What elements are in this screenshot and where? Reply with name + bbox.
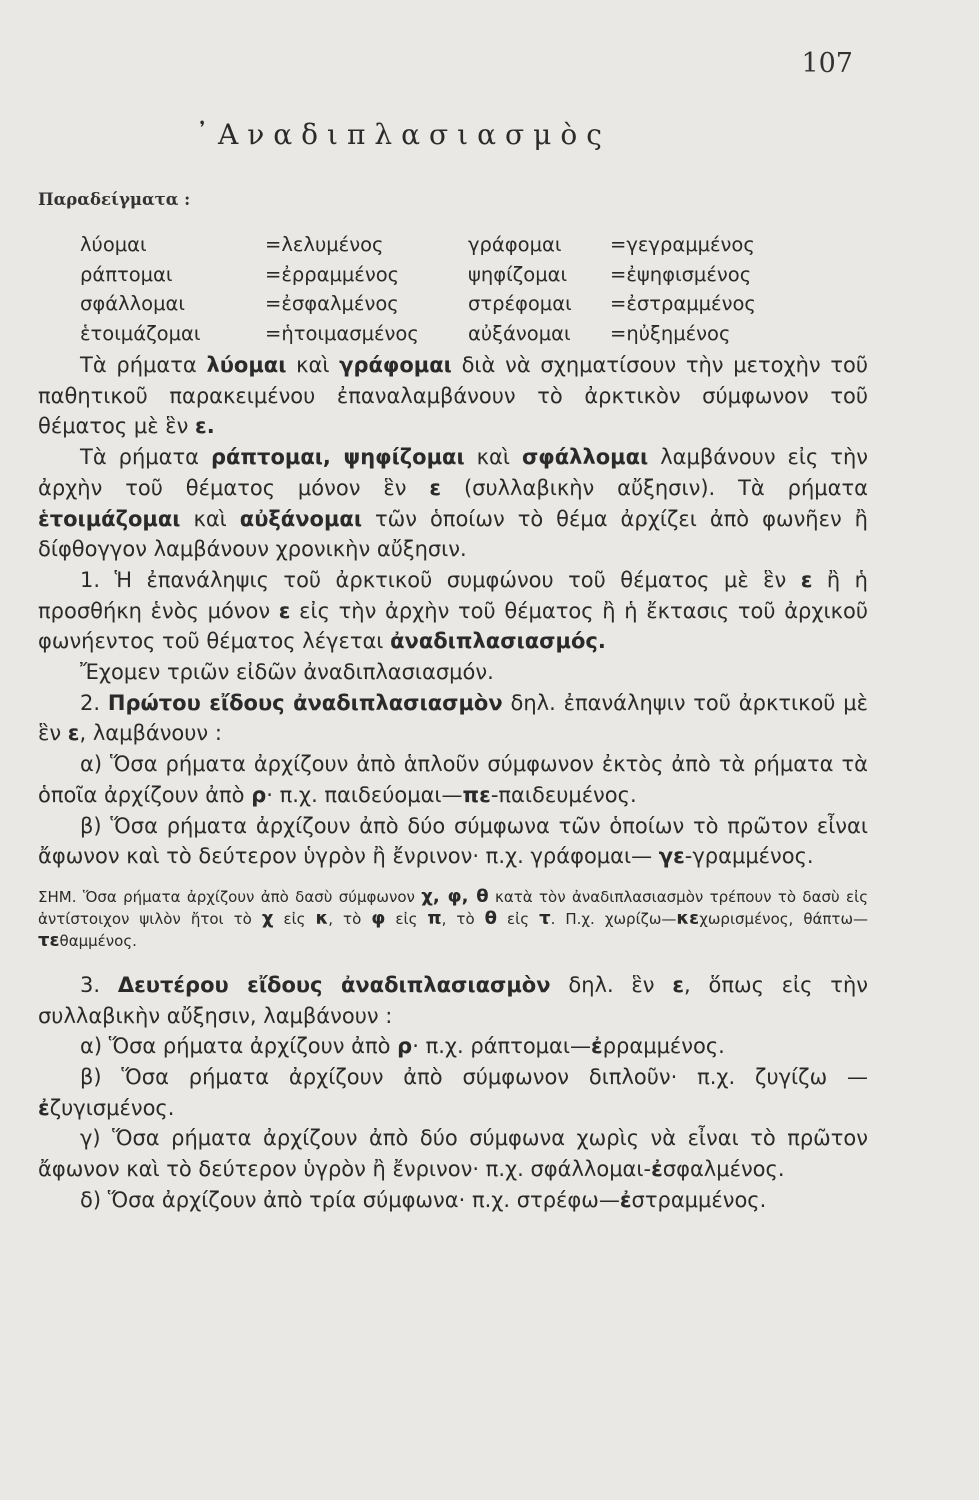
example-base: αὐξάνομαι (468, 321, 571, 345)
examples-label: Παραδείγματα : (38, 190, 191, 209)
paragraph: α) Ὅσα ρήματα ἀρχίζουν ἀπὸ ρ· π.χ. ράπτομαι—ἐρραμμένος. (80, 1034, 725, 1059)
paragraph: Ἔχομεν τριῶν εἰδῶν ἀναδιπλασιασμόν. (80, 660, 494, 685)
example-perfect: =ἐστραμμένος (610, 292, 756, 315)
example-base: σφάλλομαι (80, 292, 185, 315)
example-base: γράφομαι (468, 233, 562, 256)
paragraph: Τὰ ρήματα ράπτομαι, ψηφίζομαι καὶ σφάλλομαι λαμβάνουν εἰς τὴν ἀρχὴν τοῦ θέματος μόνον ἓν ε (συλλαβικὴν αὔξησιν). Τὰ ρήματα ἑτοιμάζομαι καὶ αὐξάνομαι τῶν ὁποίων τὸ θέμα ἀρχίζει ἀπὸ φωνῆεν ἢ δίφθογγον λαμβάνουν χρονικὴν αὔξησιν. (38, 445, 868, 562)
example-base: λύομαι (80, 233, 147, 256)
paragraph: γ) Ὅσα ρήματα ἀρχίζουν ἀπὸ δύο σύμφωνα χωρὶς νὰ εἶναι τὸ πρῶτον ἄφωνον καὶ τὸ δεύτερον ὑγρὸν ἢ ἔνρινον· π.χ. σφάλλομαι-ἐσφαλμένος. (38, 1126, 868, 1182)
example-base: στρέφομαι (468, 292, 572, 315)
example-perfect: =ἐσφαλμένος (265, 292, 399, 315)
paragraph: 2. Πρώτου εἴδους ἀναδιπλασιασμὸν δηλ. ἐπανάληψιν τοῦ ἀρκτικοῦ μὲ ἓν ε, λαμβάνουν : (38, 690, 868, 746)
paragraph: Τὰ ρήματα λύομαι καὶ γράφομαι διὰ νὰ σχηματίσουν τὴν μετοχὴν τοῦ παθητικοῦ παρακειμένου ἐπαναλαμβάνουν τὸ ἀρκτικὸν σύμφωνον τοῦ θέματος μὲ ἓν ε. (38, 353, 868, 439)
example-perfect: =ηὐξημένος (610, 321, 731, 345)
paragraph: α) Ὅσα ρήματα ἀρχίζουν ἀπὸ ἁπλοῦν σύμφωνον ἐκτὸς ἀπὸ τὰ ρήματα τὰ ὁποῖα ἀρχίζουν ἀπὸ ρ· π.χ. παιδεύομαι—πε-παιδευμένος. (38, 752, 868, 807)
example-perfect: =ἡτοιμασμένος (265, 321, 419, 345)
example-perfect: =λελυμένος (265, 233, 384, 256)
example-perfect: =ἐψηφισμένος (610, 262, 752, 286)
paragraph: 3. Δευτέρου εἴδους ἀναδιπλασιασμὸν δηλ. ἓν ε, ὅπως εἰς τὴν συλλαβικὴν αὔξησιν, λαμβάνουν : (38, 972, 868, 1028)
example-perfect: =γεγραμμένος (610, 233, 755, 256)
section-title: ᾿Αναδιπλασιασμὸς (195, 118, 611, 151)
page-number: 107 (801, 48, 853, 79)
paragraph: β) Ὅσα ρήματα ἀρχίζουν ἀπὸ σύμφωνον διπλοῦν· π.χ. ζυγίζω —ἐζυγισμένος. (38, 1065, 868, 1120)
body-text (38, 350, 868, 1216)
note: ΣΗΜ. Ὅσα ρήματα ἀρχίζουν ἀπὸ δασὺ σύμφωνον χ, φ, θ κατὰ τὸν ἀναδιπλασιασμὸν τρέπουν τὸ δασὺ εἰς ἀντίστοιχον ψιλὸν ἤτοι τὸ χ εἰς κ, τὸ φ εἰς π, τὸ θ εἰς τ. Π.χ. χωρίζω—κεχωρισμένος, θάπτω—τεθαμμένος. (38, 885, 869, 951)
paragraph: β) Ὅσα ρήματα ἀρχίζουν ἀπὸ δύο σύμφωνα τῶν ὁποίων τὸ πρῶτον εἶναι ἄφωνον καὶ τὸ δεύτερον ὑγρὸν ἢ ἔνρινον· π.χ. γράφομαι— γε-γραμμένος. (38, 813, 868, 869)
example-perfect: =ἐρραμμένος (265, 262, 400, 286)
example-base: ψηφίζομαι (468, 262, 568, 286)
paragraph: δ) Ὅσα ἀρχίζουν ἀπὸ τρία σύμφωνα· π.χ. στρέφω—ἐστραμμένος. (80, 1187, 767, 1212)
paragraph: 1. Ἡ ἐπανάληψις τοῦ ἀρκτικοῦ συμφώνου τοῦ θέματος μὲ ἓν ε ἢ ἡ προσθήκη ἑνὸς μόνον ε εἰς τὴν ἀρχὴν τοῦ θέματος ἢ ἡ ἔκτασις τοῦ ἀρχικοῦ φωνήεντος τοῦ θέματος λέγεται ἀναδιπλασιασμός. (38, 567, 868, 654)
example-base: ράπτομαι (80, 262, 173, 286)
example-base: ἑτοιμάζομαι (80, 321, 201, 345)
